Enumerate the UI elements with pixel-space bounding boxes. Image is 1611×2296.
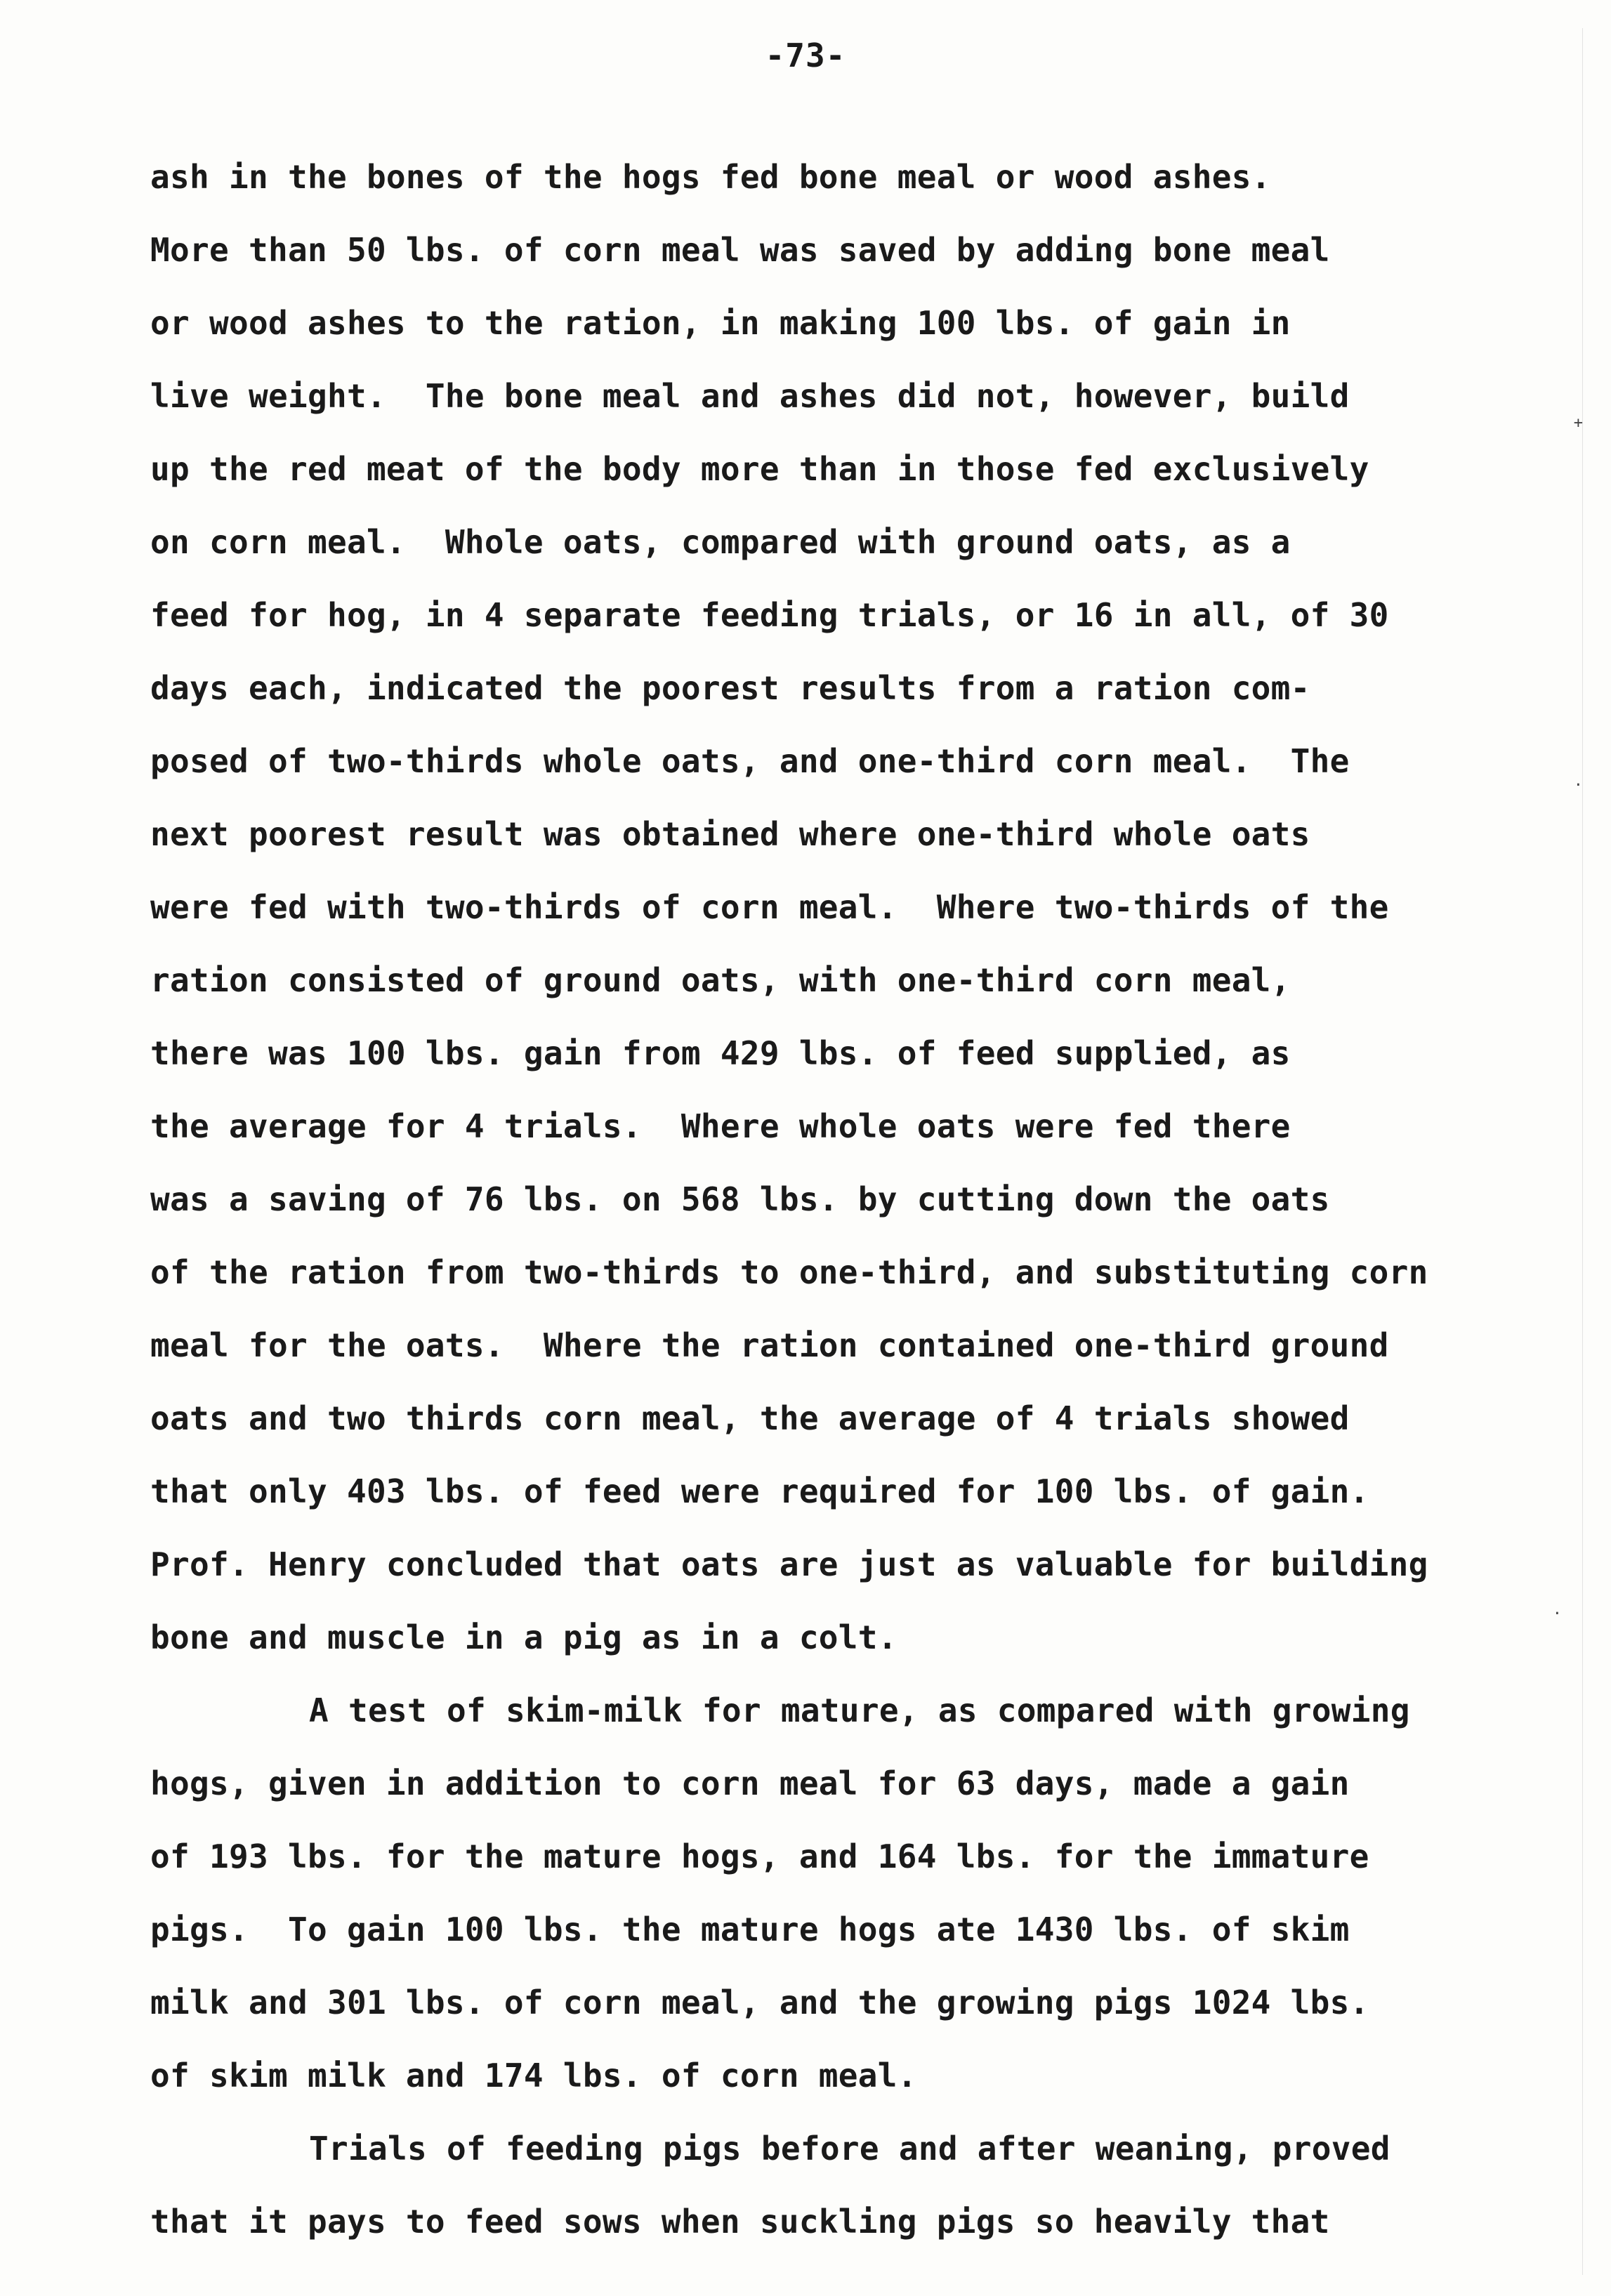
text-line: Trials of feeding pigs before and after weaning, proved — [309, 2130, 1390, 2168]
text-line: ash in the bones of the hogs fed bone meal or wood ashes. — [150, 158, 1271, 196]
text-line: A test of skim-milk for mature, as compared with growing — [309, 1691, 1410, 1729]
body-text — [150, 140, 1555, 2258]
text-line: next poorest result was obtained where one-third whole oats — [150, 815, 1310, 853]
text-line: Prof. Henry concluded that oats are just as valuable for building — [150, 1545, 1428, 1583]
paragraph-1 — [150, 140, 1555, 1674]
margin-mark: . — [1552, 1601, 1562, 1618]
text-line: feed for hog, in 4 separate feeding trials, or 16 in all, of 30 — [150, 596, 1389, 634]
page-number: -73- — [765, 37, 846, 74]
text-line: of 193 lbs. for the mature hogs, and 164 lbs. for the immature — [150, 1838, 1369, 1875]
text-line: bone and muscle in a pig as in a colt. — [150, 1618, 897, 1656]
text-line: that it pays to feed sows when suckling pigs so heavily that — [150, 2203, 1330, 2241]
text-line: there was 100 lbs. gain from 429 lbs. of feed supplied, as — [150, 1034, 1291, 1072]
text-line: hogs, given in addition to corn meal for 63 days, made a gain — [150, 1764, 1350, 1802]
text-line: More than 50 lbs. of corn meal was saved by adding bone meal — [150, 231, 1330, 269]
text-line: meal for the oats. Where the ration contained one-third ground — [150, 1326, 1389, 1364]
text-line: pigs. To gain 100 lbs. the mature hogs ate 1430 lbs. of skim — [150, 1911, 1350, 1948]
text-line: of skim milk and 174 lbs. of corn meal. — [150, 2057, 917, 2094]
text-line: were fed with two-thirds of corn meal. Where two-thirds of the — [150, 888, 1389, 926]
text-line: on corn meal. Whole oats, compared with ground oats, as a — [150, 523, 1291, 561]
text-line: was a saving of 76 lbs. on 568 lbs. by cutting down the oats — [150, 1180, 1330, 1218]
text-line: the average for 4 trials. Where whole oats were fed there — [150, 1107, 1291, 1145]
paragraph-2 — [150, 1674, 1555, 2112]
text-line: of the ration from two-thirds to one-third, and substituting corn — [150, 1253, 1428, 1291]
text-line: ration consisted of ground oats, with one-third corn meal, — [150, 961, 1291, 999]
text-line: that only 403 lbs. of feed were required for 100 lbs. of gain. — [150, 1472, 1369, 1510]
text-line: up the red meat of the body more than in those fed exclusively — [150, 450, 1369, 488]
text-line: posed of two-thirds whole oats, and one-third corn meal. The — [150, 742, 1350, 780]
margin-rule — [1582, 28, 1583, 2275]
text-line: milk and 301 lbs. of corn meal, and the growing pigs 1024 lbs. — [150, 1984, 1369, 2021]
text-line: live weight. The bone meal and ashes did not, however, build — [150, 377, 1350, 415]
text-line: days each, indicated the poorest results from a ration com- — [150, 669, 1310, 707]
margin-mark: . — [1573, 772, 1583, 790]
paragraph-3 — [150, 2112, 1555, 2258]
margin-mark: + — [1573, 414, 1583, 432]
text-line: or wood ashes to the ration, in making 100 lbs. of gain in — [150, 304, 1291, 342]
text-line: oats and two thirds corn meal, the average of 4 trials showed — [150, 1399, 1350, 1437]
